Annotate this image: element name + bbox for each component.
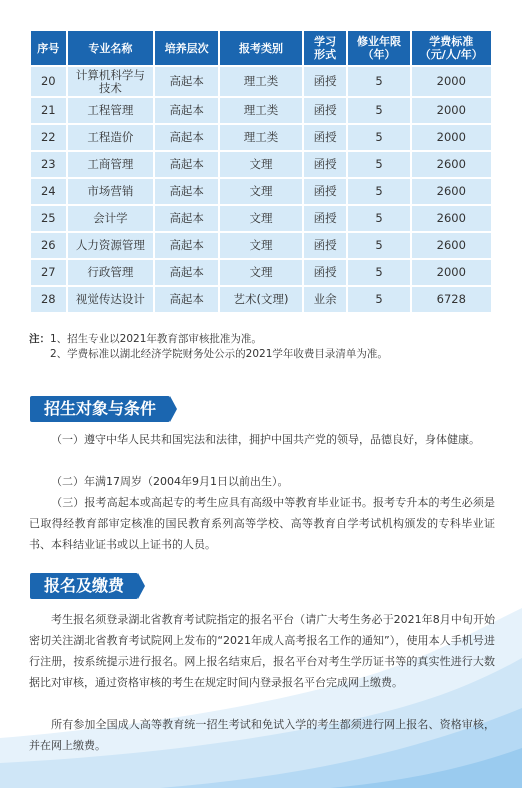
table-cell: 高起本 [155, 67, 218, 96]
table-cell: 文理 [220, 179, 301, 204]
table-row [31, 152, 491, 177]
table-cell: 函授 [304, 179, 347, 204]
table-cell: 28 [31, 287, 66, 312]
table-cell: 业余 [304, 287, 347, 312]
table-cell: 会计学 [68, 206, 154, 231]
column-header: 修业年限 （年） [348, 31, 409, 65]
table-cell: 5 [348, 206, 409, 231]
table-cell: 高起本 [155, 152, 218, 177]
table-cell: 行政管理 [68, 260, 154, 285]
table-row [31, 125, 491, 150]
table-cell: 25 [31, 206, 66, 231]
note-line-1: 注：1、招生专业以2021年教育部审核批准为准。 [29, 333, 262, 345]
column-header: 学习 形式 [304, 31, 347, 65]
table-cell: 23 [31, 152, 66, 177]
table-cell: 函授 [304, 260, 347, 285]
table-cell: 5 [348, 125, 409, 150]
table-cell: 文理 [220, 260, 301, 285]
table-cell: 函授 [304, 233, 347, 258]
table-row [31, 67, 491, 96]
table-row [31, 233, 491, 258]
table-cell: 5 [348, 287, 409, 312]
table-cell: 2600 [412, 152, 491, 177]
table-cell: 市场营销 [68, 179, 154, 204]
table-cell: 高起本 [155, 98, 218, 123]
table-cell: 21 [31, 98, 66, 123]
table-row [31, 287, 491, 312]
table-cell: 24 [31, 179, 66, 204]
table-cell: 文理 [220, 233, 301, 258]
registration-paragraph-1: 考生报名须登录湖北省教育考试院指定的报名平台（请广大考生务必于2021年8月中旬开始密切关注湖北省教育考试院网上发布的“2021年成人高考报名工作的通知”），使用本人手机号进行注册，按系统提示进行报名。网上报名结束后，报名平台对考生学历证书等的真实性进行大数据比对审核，通过资格审核的考生在规定时间内登录报名平台完成网上缴费。 [29, 613, 495, 689]
table-cell: 函授 [304, 152, 347, 177]
column-header: 序号 [31, 31, 66, 65]
table-cell: 人力资源管理 [68, 233, 154, 258]
table-cell: 高起本 [155, 179, 218, 204]
table-cell: 高起本 [155, 125, 218, 150]
note-label: 注： [29, 333, 50, 345]
table-cell: 2000 [412, 67, 491, 96]
table-cell: 2600 [412, 179, 491, 204]
table-header-row [31, 31, 491, 65]
table-cell: 5 [348, 67, 409, 96]
table-cell: 5 [348, 260, 409, 285]
table-cell: 22 [31, 125, 66, 150]
table-cell: 文理 [220, 152, 301, 177]
section-title-eligibility: 招生对象与条件 [30, 396, 170, 422]
note-line-2: 2、学费标准以湖北经济学院财务处公示的2021学年收费目录清单为准。 [50, 348, 388, 360]
table-cell: 2600 [412, 233, 491, 258]
table-cell: 高起本 [155, 287, 218, 312]
table-cell: 工程管理 [68, 98, 154, 123]
table-cell: 高起本 [155, 233, 218, 258]
column-header: 报考类别 [220, 31, 301, 65]
table-cell: 工程造价 [68, 125, 154, 150]
table-cell: 工商管理 [68, 152, 154, 177]
table-cell: 20 [31, 67, 66, 96]
table-cell: 2000 [412, 260, 491, 285]
table-cell: 艺术(文理) [220, 287, 301, 312]
table-row [31, 98, 491, 123]
table-cell: 计算机科学与 技术 [68, 67, 154, 96]
table-cell: 视觉传达设计 [68, 287, 154, 312]
registration-paragraph-2: 所有参加全国成人高等教育统一招生考试和免试入学的考生都须进行网上报名、资格审核，并在网上缴费。 [29, 718, 495, 752]
column-header: 培养层次 [155, 31, 218, 65]
table-cell: 6728 [412, 287, 491, 312]
tuition-table [29, 29, 493, 314]
table-cell: 函授 [304, 67, 347, 96]
table-cell: 5 [348, 233, 409, 258]
table-cell: 27 [31, 260, 66, 285]
table-cell: 函授 [304, 98, 347, 123]
table-cell: 理工类 [220, 98, 301, 123]
table-cell: 5 [348, 152, 409, 177]
table-cell: 高起本 [155, 206, 218, 231]
table-cell: 理工类 [220, 125, 301, 150]
table-cell: 2000 [412, 125, 491, 150]
table-cell: 函授 [304, 206, 347, 231]
table-cell: 5 [348, 179, 409, 204]
eligibility-paragraph-3: （三）报考高起本或高起专的考生应具有高级中等教育毕业证书。报考专升本的考生必须是已取得经教育部审定核准的国民教育系列高等学校、高等教育自学考试机构颁发的专科毕业证书、本科结业证书或以上证书的人员。 [29, 496, 495, 551]
table-cell: 理工类 [220, 67, 301, 96]
eligibility-paragraph-1: （一）遵守中华人民共和国宪法和法律，拥护中国共产党的领导，品德良好，身体健康。 [51, 433, 480, 446]
eligibility-paragraph-2: （二）年满17周岁（2004年9月1日以前出生）。 [51, 475, 289, 488]
table-cell: 2600 [412, 206, 491, 231]
table-cell: 高起本 [155, 260, 218, 285]
table-row [31, 179, 491, 204]
table-cell: 文理 [220, 206, 301, 231]
table-cell: 5 [348, 98, 409, 123]
column-header: 专业名称 [68, 31, 154, 65]
table-cell: 26 [31, 233, 66, 258]
table-cell: 2000 [412, 98, 491, 123]
section-title-registration: 报名及缴费 [30, 573, 138, 599]
table-cell: 函授 [304, 125, 347, 150]
notes [29, 332, 499, 362]
table-row [31, 260, 491, 285]
table-row [31, 206, 491, 231]
table-body [31, 67, 491, 312]
column-header: 学费标准 （元/人/年） [412, 31, 491, 65]
